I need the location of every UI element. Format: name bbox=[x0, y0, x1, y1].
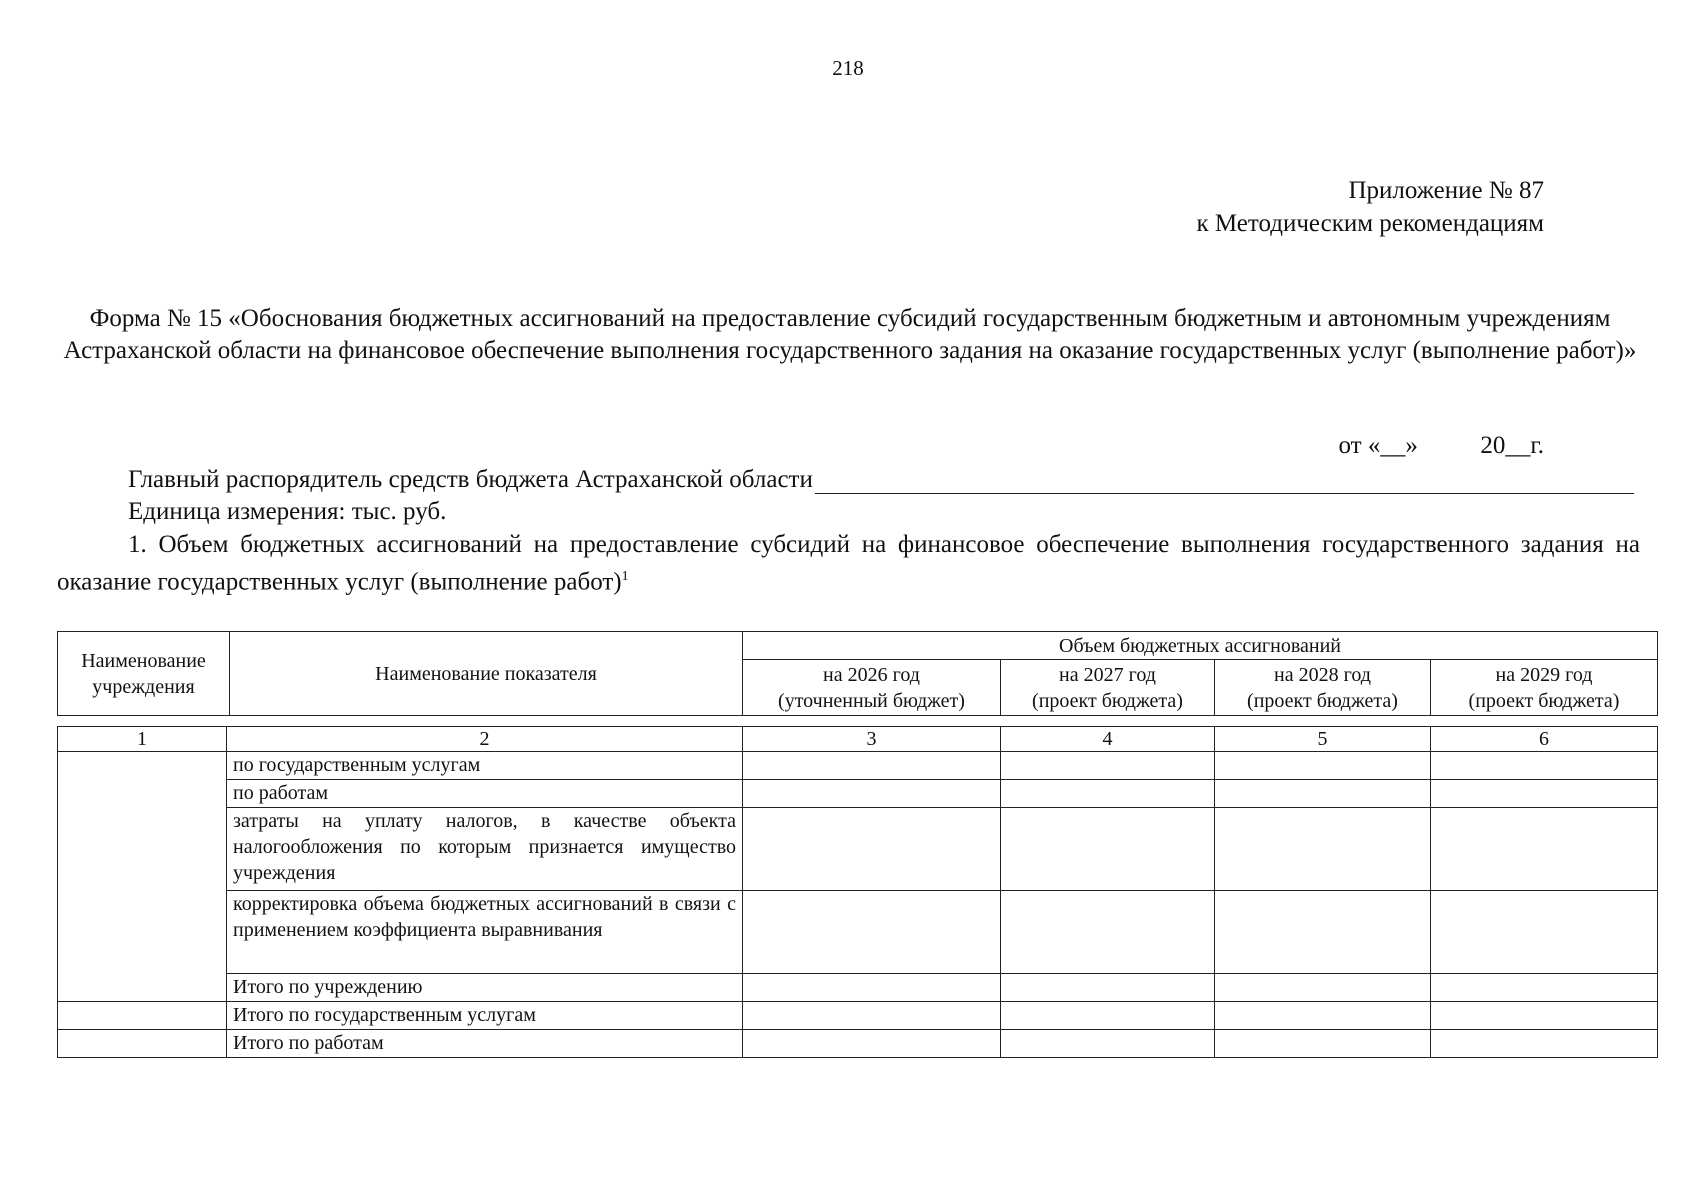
indicator-cell: по государственным услугам bbox=[227, 752, 743, 780]
value-cell[interactable] bbox=[1215, 780, 1431, 808]
section-text: 1. Объем бюджетных ассигнований на предоставление субсидий на финансовое обеспечение выполнения государственного задания на оказание государственных услуг (выполнение работ) bbox=[57, 531, 1640, 596]
value-cell[interactable] bbox=[743, 1030, 1001, 1058]
manager-label: Главный распорядитель средств бюджета Астраханской области bbox=[128, 466, 813, 493]
value-cell[interactable] bbox=[1431, 752, 1658, 780]
value-cell[interactable] bbox=[1215, 808, 1431, 891]
year-label: на 2027 год bbox=[1059, 663, 1156, 686]
value-cell[interactable] bbox=[1215, 1030, 1431, 1058]
indicator-cell: Итого по работам bbox=[227, 1030, 743, 1058]
value-cell[interactable] bbox=[1215, 1002, 1431, 1030]
value-cell[interactable] bbox=[743, 1002, 1001, 1030]
year-header bbox=[1215, 660, 1431, 716]
footnote-marker: 1 bbox=[621, 569, 629, 584]
table-row bbox=[58, 752, 1658, 780]
value-cell[interactable] bbox=[1001, 974, 1215, 1002]
page-number: 218 bbox=[832, 56, 864, 80]
value-cell[interactable] bbox=[1001, 1030, 1215, 1058]
manager-blank-field bbox=[815, 467, 1634, 494]
value-cell[interactable] bbox=[1215, 974, 1431, 1002]
manager-line bbox=[128, 466, 1634, 494]
value-cell[interactable] bbox=[1431, 1002, 1658, 1030]
year-note: (проект бюджета) bbox=[1247, 689, 1398, 712]
value-cell[interactable] bbox=[743, 974, 1001, 1002]
col-institution-header: Наименование учреждения bbox=[58, 632, 230, 716]
column-number-row bbox=[58, 727, 1658, 752]
value-cell[interactable] bbox=[1431, 891, 1658, 974]
col-indicator-header: Наименование показателя bbox=[230, 632, 743, 716]
year-label: на 2028 год bbox=[1274, 663, 1371, 686]
column-number: 6 bbox=[1431, 727, 1658, 752]
year-header bbox=[1431, 660, 1658, 716]
value-cell[interactable] bbox=[743, 752, 1001, 780]
value-cell[interactable] bbox=[1215, 752, 1431, 780]
value-cell[interactable] bbox=[1001, 780, 1215, 808]
value-cell[interactable] bbox=[1431, 780, 1658, 808]
table-row bbox=[58, 1030, 1658, 1058]
table-row bbox=[58, 974, 1658, 1002]
table-row bbox=[58, 891, 1658, 974]
year-note: (проект бюджета) bbox=[1468, 689, 1620, 712]
table-header bbox=[57, 631, 1658, 716]
table-row bbox=[58, 780, 1658, 808]
indicator-cell: Итого по учреждению bbox=[227, 974, 743, 1002]
indicator-cell: корректировка объема бюджетных ассигнований в связи с применением коэффициента выравнивания bbox=[227, 891, 743, 974]
column-number: 2 bbox=[227, 727, 743, 752]
table-row bbox=[58, 808, 1658, 891]
table-row bbox=[58, 1002, 1658, 1030]
form-title: Форма № 15 «Обоснования бюджетных ассигнований на предоставление субсидий государственным бюджетным и автономным учреждениям Астраханской области на финансовое обеспечение выполнения государственного задания на оказание государственных услуг (выполнение работ)» bbox=[63, 305, 1637, 364]
institution-cell[interactable] bbox=[58, 752, 227, 1002]
indicator-cell: затраты на уплату налогов, в качестве объекта налогообложения по которым признается имущество учреждения bbox=[227, 808, 743, 891]
appendix-line-1: Приложение № 87 bbox=[1348, 177, 1544, 204]
date-line: от «__» 20__г. bbox=[1338, 432, 1544, 459]
value-cell[interactable] bbox=[743, 808, 1001, 891]
value-cell[interactable] bbox=[743, 780, 1001, 808]
year-header bbox=[1001, 660, 1215, 716]
data-table bbox=[57, 726, 1658, 1058]
value-cell[interactable] bbox=[743, 891, 1001, 974]
column-number: 4 bbox=[1001, 727, 1215, 752]
value-cell[interactable] bbox=[1431, 1030, 1658, 1058]
appendix-line-2: к Методическим рекомендациям bbox=[1196, 210, 1544, 237]
year-note: (проект бюджета) bbox=[1032, 689, 1183, 712]
appendix-reference bbox=[1196, 174, 1544, 240]
value-cell[interactable] bbox=[1001, 1002, 1215, 1030]
year-label: на 2029 год bbox=[1495, 663, 1593, 686]
unit-label: Единица измерения: тыс. руб. bbox=[128, 498, 447, 525]
section-paragraph bbox=[57, 529, 1640, 598]
year-note: (уточненный бюджет) bbox=[778, 689, 965, 712]
year-label: на 2026 год bbox=[823, 663, 920, 686]
value-cell[interactable] bbox=[1431, 974, 1658, 1002]
value-cell[interactable] bbox=[1001, 808, 1215, 891]
group-header: Объем бюджетных ассигнований bbox=[743, 632, 1658, 660]
year-header bbox=[743, 660, 1001, 716]
value-cell[interactable] bbox=[1431, 808, 1658, 891]
institution-cell[interactable] bbox=[58, 1030, 227, 1058]
institution-cell[interactable] bbox=[58, 1002, 227, 1030]
indicator-cell: Итого по государственным услугам bbox=[227, 1002, 743, 1030]
column-number: 5 bbox=[1215, 727, 1431, 752]
value-cell[interactable] bbox=[1001, 752, 1215, 780]
column-number: 1 bbox=[58, 727, 227, 752]
value-cell[interactable] bbox=[1001, 891, 1215, 974]
column-number: 3 bbox=[743, 727, 1001, 752]
indicator-cell: по работам bbox=[227, 780, 743, 808]
value-cell[interactable] bbox=[1215, 891, 1431, 974]
